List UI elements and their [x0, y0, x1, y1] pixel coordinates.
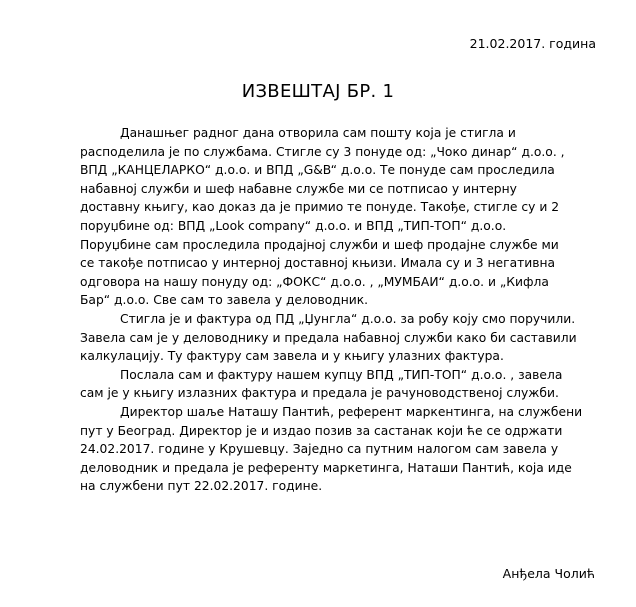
document-title: ИЗВЕШТАЈ БР. 1 [241, 81, 395, 102]
body-line: Бар“ д.о.о. Све сам то завела у деловодник. [80, 293, 369, 308]
body-line: 24.02.2017. године у Крушевцу. Заједно са путним налогом сам завела у [80, 442, 559, 457]
body-line: Данашњег радног дана отворила сам пошту која је стигла и [120, 126, 516, 140]
body-line: поруџбине од: ВПД „Look company“ д.о.о. и ВПД „ТИП-ТОП“ д.о.о. [80, 218, 507, 233]
body-line: набавној служби и шеф набавне службе ми се потписао у интерну [80, 181, 517, 196]
body-line: Стигла је и фактура од ПД „Џунгла“ д.о.о. за робу коју смо поручили. [120, 311, 576, 326]
body-line: калкулацију. Ту фактуру сам завела и у књигу улазних фактура. [80, 349, 504, 364]
body-line: доставну књигу, као доказ да је примио те понуде. Такође, стигле су и 2 [80, 200, 560, 215]
body-line: расподелила је по службама. Стигле су 3 понуде од: „Чоко динар“ д.о.о. , [80, 144, 565, 159]
body-line: деловодник и предала је референту маркетинга, Наташи Пантић, која иде [80, 460, 572, 475]
body-line: се такође потписао у интерној доставној књизи. Имала су и 3 негативна [80, 256, 556, 271]
body-line: Завела сам је у деловоднику и предала набавној служби како би саставили [80, 330, 577, 345]
document-date: 21.02.2017. година [469, 36, 596, 51]
body-line: ВПД „КАНЦЕЛАРКО“ д.о.о. и ВПД „G&B“ д.о.о. Те понуде сам проследила [80, 163, 555, 178]
body-line: сам је у књигу излазних фактура и предала је рачуноводственој служби. [80, 386, 559, 401]
report-body [80, 124, 600, 496]
body-line: Директор шаље Наташу Пантић, референт маркентинга, на службени [120, 404, 583, 419]
body-line: Поруџбине сам проследила продајној служби и шеф продајне службе ми [80, 237, 559, 252]
body-line: одговора на нашу понуду од: „ФОКС“ д.о.о. , „МУМБАИ“ д.о.о. и „Кифла [80, 274, 549, 289]
signature-name: Анђела Чолић [502, 566, 595, 581]
body-line: на службени пут 22.02.2017. године. [80, 479, 323, 494]
body-line: пут у Београд. Директор је и издао позив за састанак који ће се одржати [80, 423, 563, 438]
body-line: Послала сам и фактуру нашем купцу ВПД „ТИП-ТОП“ д.о.о. , завела [120, 367, 563, 382]
